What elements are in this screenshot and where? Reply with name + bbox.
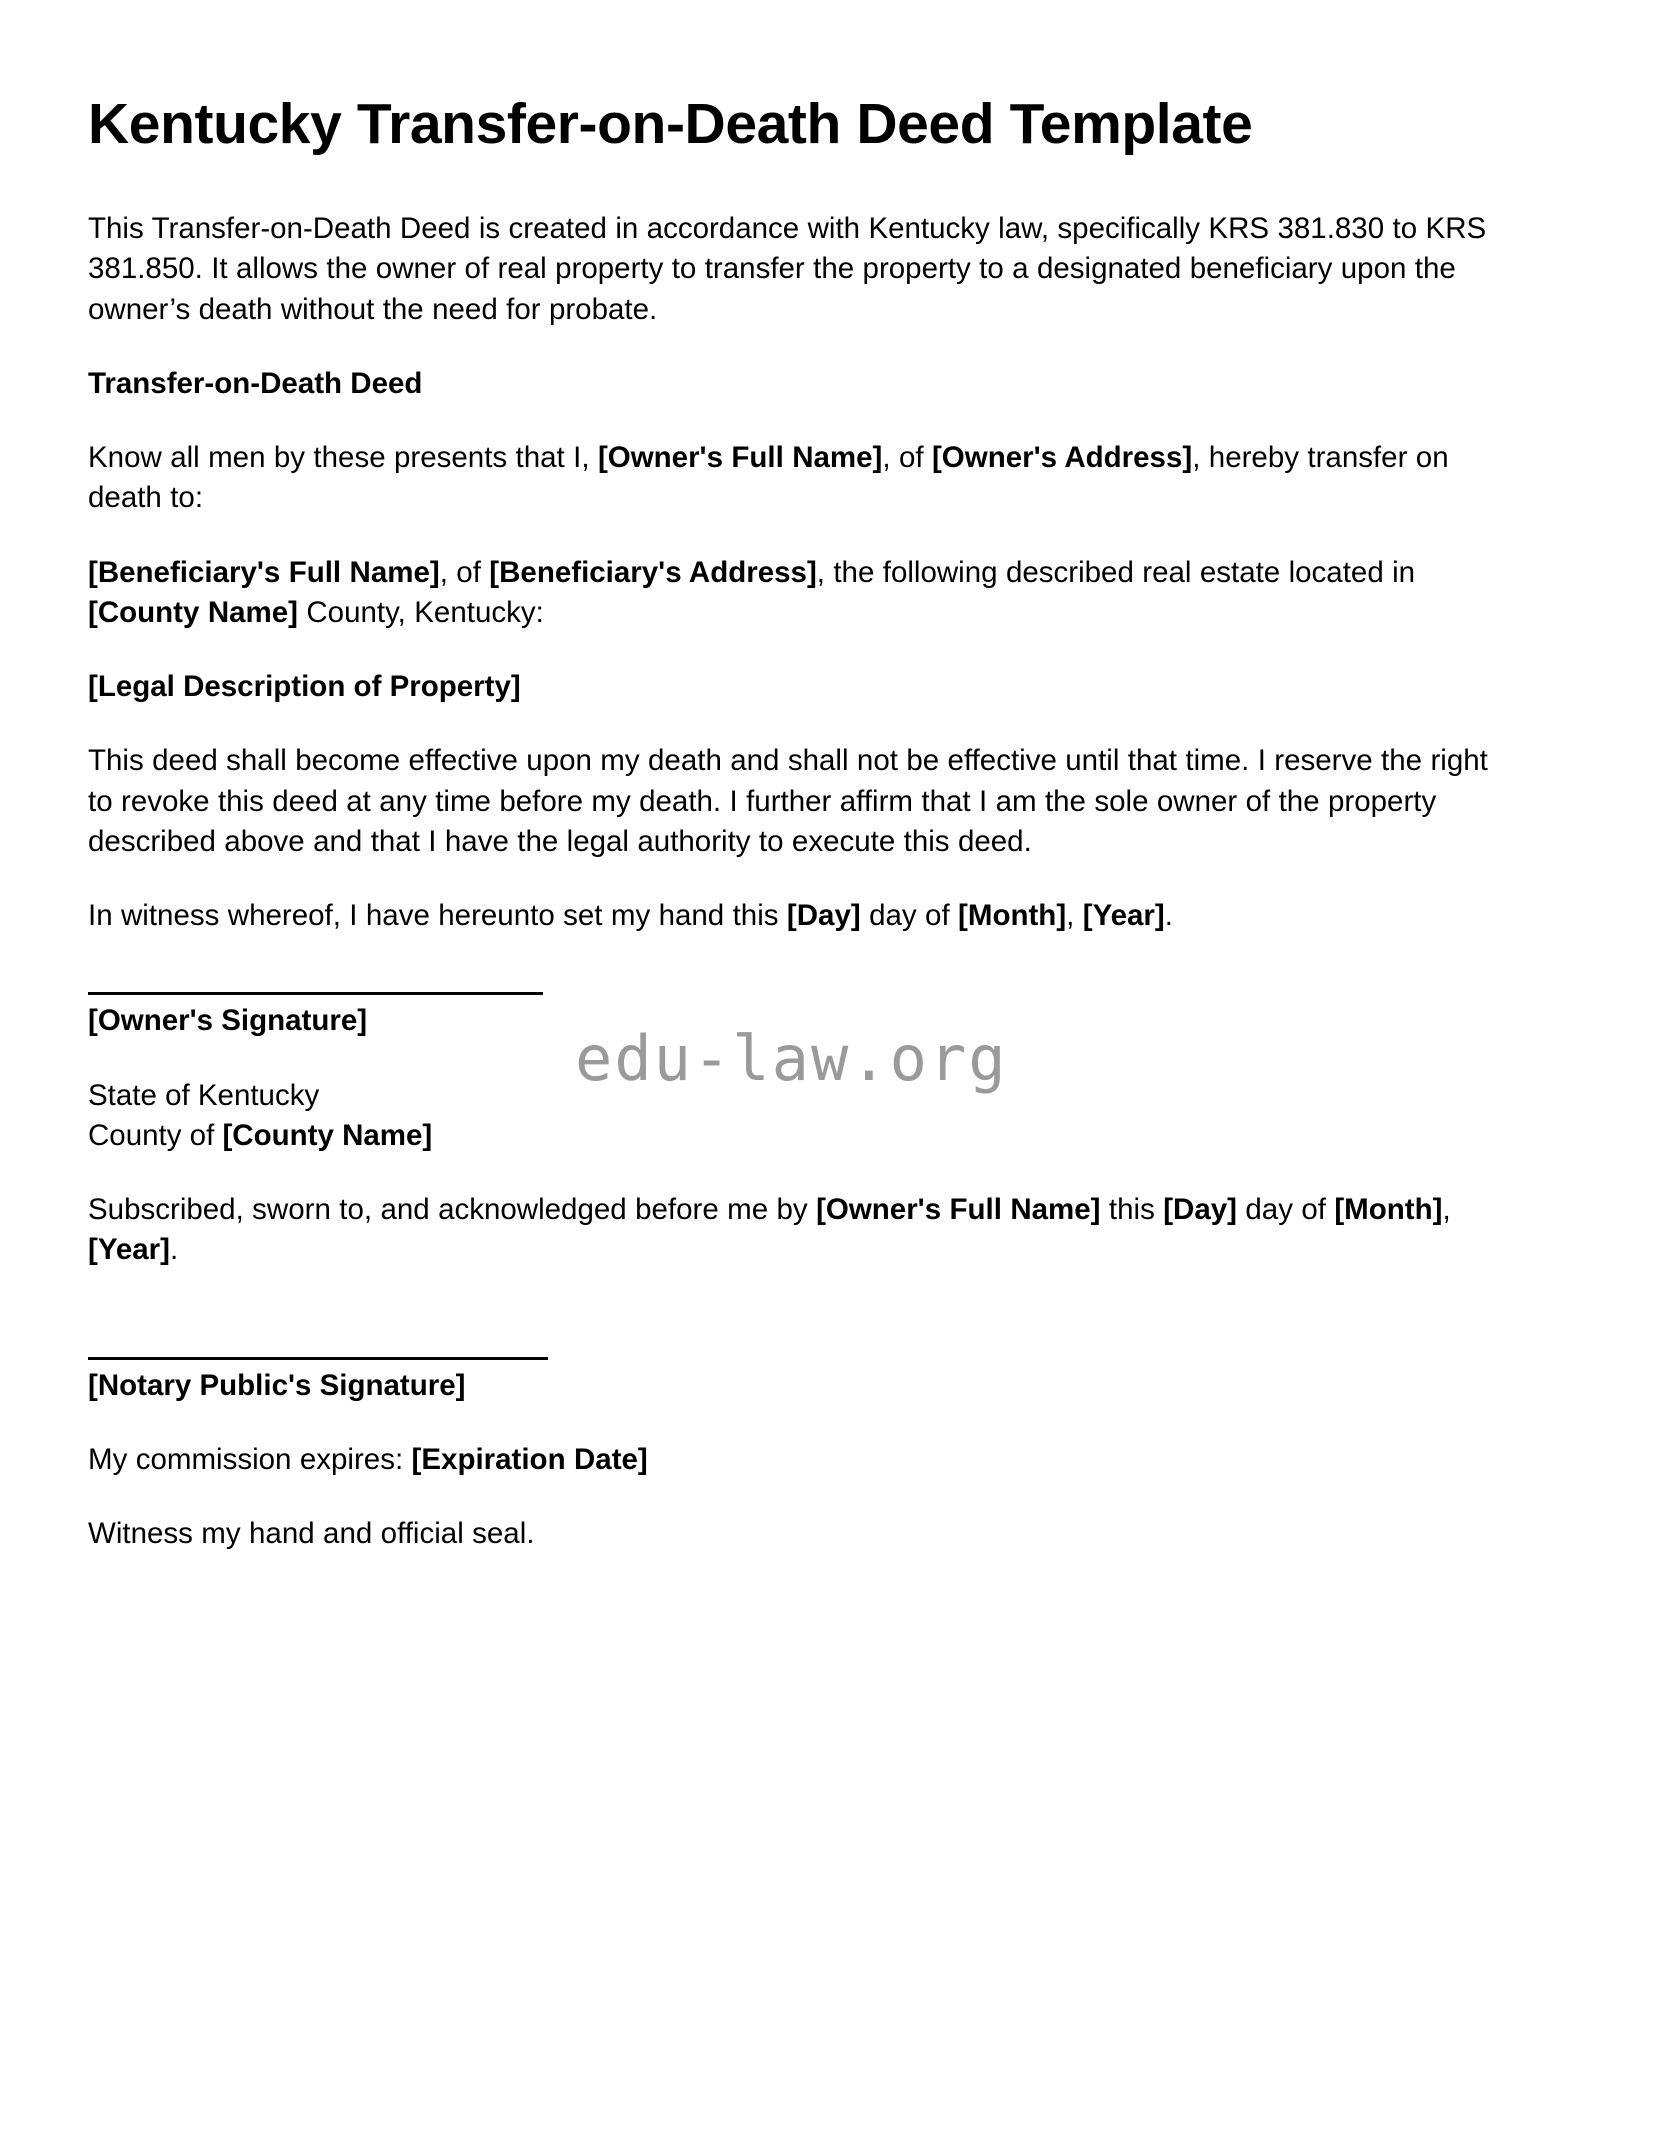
- beneficiary-mid-two-text: , the following described real estate located in: [816, 555, 1416, 589]
- grant-tail-text: , hereby transfer on death to:: [88, 441, 1449, 515]
- grant-mid-text: , of: [882, 441, 932, 475]
- acknowledgment-month-placeholder: [Month]: [1334, 1193, 1443, 1227]
- beneficiary-clause-paragraph: [88, 553, 1518, 634]
- notary-signature-line: [88, 1357, 548, 1360]
- beneficiary-mid-one-text: , of: [439, 555, 490, 589]
- owner-signature-spacer: [88, 968, 1534, 992]
- legal-description-heading: [Legal Description of Property]: [88, 670, 521, 704]
- witness-day-placeholder: [Day]: [786, 899, 861, 933]
- witness-month-placeholder: [Month]: [958, 899, 1067, 933]
- expiration-date-placeholder: [Expiration Date]: [411, 1443, 648, 1477]
- notary-county-placeholder: [County Name]: [222, 1118, 433, 1152]
- state-line: State of Kentucky: [88, 1078, 320, 1112]
- county-label-text: County of: [88, 1118, 223, 1152]
- acknowledgment-owner-name-placeholder: [Owner's Full Name]: [816, 1193, 1101, 1227]
- notary-signature-label: [Notary Public's Signature]: [88, 1368, 466, 1402]
- witness-lead-text: In witness whereof, I have hereunto set my hand this: [88, 899, 787, 933]
- owner-signature-label: [Owner's Signature]: [88, 1004, 368, 1038]
- site-watermark: edu-law.org: [575, 1022, 1008, 1095]
- witness-mid-two-text: ,: [1066, 899, 1083, 933]
- beneficiary-name-placeholder: [Beneficiary's Full Name]: [88, 555, 440, 589]
- deed-heading: Transfer-on-Death Deed: [88, 366, 423, 400]
- commission-label-text: My commission expires:: [88, 1443, 412, 1477]
- acknowledgment-day-placeholder: [Day]: [1163, 1193, 1237, 1227]
- acknowledgment-lead-text: Subscribed, sworn to, and acknowledged before me by: [88, 1193, 817, 1227]
- witness-tail-text: .: [1164, 899, 1173, 933]
- acknowledgment-paragraph: [88, 1190, 1518, 1271]
- acknowledgment-year-placeholder: [Year]: [88, 1233, 170, 1267]
- notary-jurisdiction-block: [88, 1076, 1534, 1157]
- effective-clause-paragraph: This deed shall become effective upon my death and shall not be effective until that time. I reserve the right to revoke this deed at any time before my death. I further affirm that I am the sole owner of the property described above and that I have the legal authority to execute this deed.: [88, 744, 1488, 858]
- acknowledgment-mid-two-text: day of: [1236, 1193, 1335, 1227]
- acknowledgment-mid-three-text: ,: [1442, 1193, 1451, 1227]
- official-seal-paragraph: Witness my hand and official seal.: [88, 1517, 535, 1551]
- witness-mid-one-text: day of: [860, 899, 959, 933]
- grant-lead-text: Know all men by these presents that I,: [88, 441, 598, 475]
- beneficiary-address-placeholder: [Beneficiary's Address]: [489, 555, 817, 589]
- notary-signature-block: [88, 1357, 1534, 1406]
- owner-name-placeholder: [Owner's Full Name]: [597, 441, 883, 475]
- document-body: [88, 92, 1534, 1555]
- beneficiary-tail-text: County, Kentucky:: [297, 595, 544, 629]
- owner-signature-block: [88, 992, 1534, 1041]
- acknowledgment-mid-one-text: this: [1100, 1193, 1164, 1227]
- grant-clause-paragraph: [88, 438, 1518, 519]
- commission-expiry-paragraph: [88, 1440, 1518, 1480]
- county-line: [88, 1116, 1534, 1156]
- owner-signature-line: [88, 992, 543, 995]
- notary-signature-spacer: [88, 1305, 1534, 1357]
- acknowledgment-tail-text: .: [170, 1233, 179, 1267]
- witness-year-placeholder: [Year]: [1082, 899, 1165, 933]
- page-title: Kentucky Transfer-on-Death Deed Template: [88, 92, 1253, 156]
- owner-address-placeholder: [Owner's Address]: [931, 441, 1193, 475]
- county-name-placeholder: [County Name]: [88, 595, 298, 629]
- witness-clause-paragraph: [88, 896, 1518, 936]
- intro-paragraph: This Transfer-on-Death Deed is created in accordance with Kentucky law, specifically KRS 381.830 to KRS 381.850. It allows the owner of real property to transfer the property to a designated beneficiary upon the owner’s death without the need for probate.: [88, 211, 1487, 326]
